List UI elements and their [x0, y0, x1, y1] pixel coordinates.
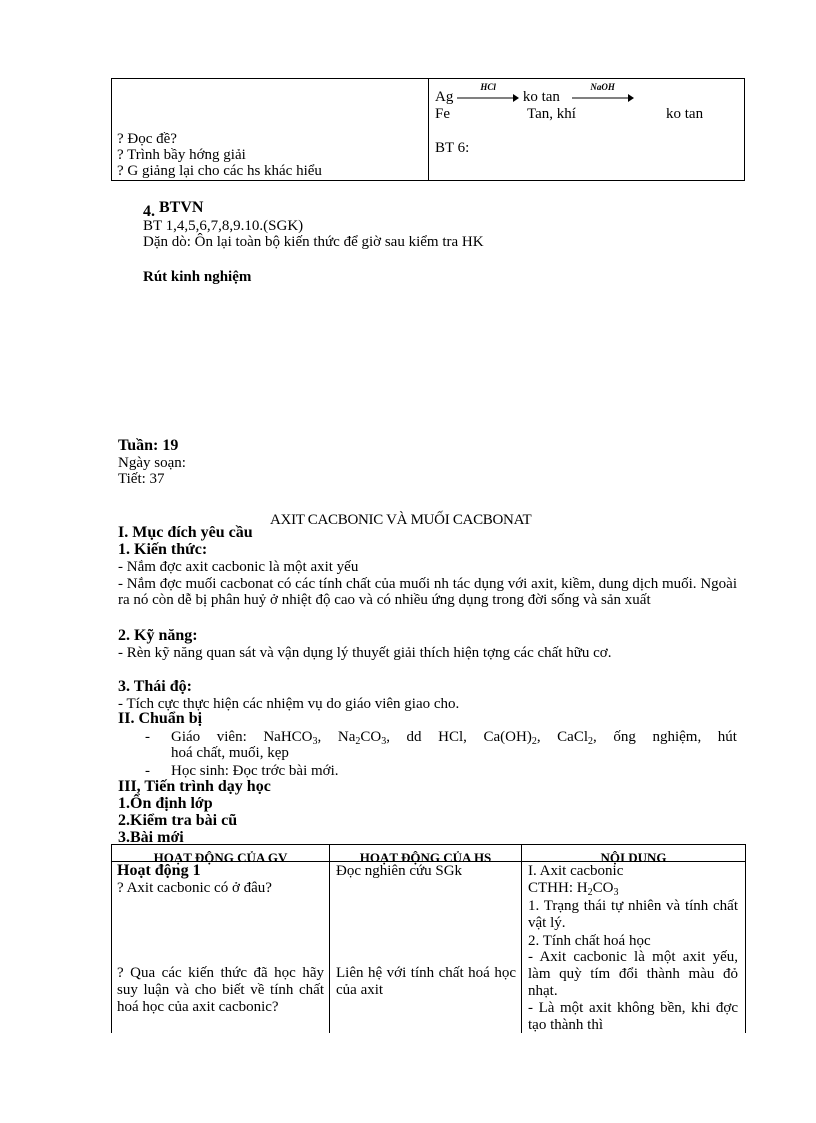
question-line: ? G giảng lại cho các hs khác hiểu [117, 163, 322, 179]
question-line: ? Đọc đề? [117, 131, 177, 147]
kiem-tra-heading: 2.Kiểm tra bài cũ [118, 812, 238, 829]
giao-vien-line1: Giáo viên: NaHCO$_3$, $Na_2CO_3$, dd HCl, $Ca(OH)_2$, CaCl$_2$, ống nghiệm, hút [171, 729, 737, 747]
top-table-right-cell [429, 79, 745, 181]
btvn-line2: Dặn dò: Ôn lại toàn bộ kiến thức để giờ sau kiểm tra HK [143, 234, 484, 250]
header-hs: HOẠT ĐỘNG CỦA HS [359, 850, 492, 865]
hoc-sinh-item: Học sinh: Đọc trớc bài mới. [171, 763, 339, 779]
hoat-dong-1: Hoạt động 1 [117, 862, 201, 879]
top-left-text [117, 131, 322, 179]
top-table [111, 78, 745, 181]
nd-line-5: - Axit cacbonic là một axit yếu, làm quỳ tím đổi thành màu đỏ nhạt. [528, 949, 738, 999]
hcl-label: HCl [480, 81, 496, 92]
nd-cthh: CTHH: $H_2CO_3$ [528, 880, 619, 898]
top-table-left-cell [112, 79, 429, 181]
gv-question-1: ? Axit cacbonic có ở đâu? [117, 880, 272, 896]
fe-label: Fe [435, 106, 450, 122]
bullet-dash: - [145, 763, 150, 779]
kien-thuc-2: - Nắm đợc muối cacbonat có các tính chất của muối nh tác dụng với axit, kiềm, dung dịch muối. Ngoài ra nó còn dễ bị phân huỷ ở nhiệt độ cao và có nhiều ứng dụng trong đời sống và sản xuất [118, 576, 737, 608]
nd-line-6: - Là một axit không bền, khi đợc tạo thành thì [528, 1000, 738, 1033]
ngay-soan-label: Ngày soạn: [118, 455, 186, 471]
tien-trinh-heading: III, Tiến trình dạy học [118, 778, 271, 795]
hs-answer-1: Đọc nghiên cứu SGk [336, 863, 463, 879]
nd-line-4: 2. Tính chất hoá học [528, 933, 651, 949]
on-dinh-heading: 1.Ổn định lớp [118, 795, 213, 812]
bai-moi-heading: 3.Bài mới [118, 829, 184, 846]
kien-thuc-heading: 1. Kiến thức: [118, 541, 208, 558]
btvn-title: BTVN [159, 199, 204, 216]
ky-nang-1: - Rèn kỹ năng quan sát và vận dụng lý thuyết giải thích hiện tợng các chất hữu cơ. [118, 645, 612, 661]
tan-khi-label: Tan, khí [527, 106, 576, 122]
hs-answer-2: Liên hệ với tính chất hoá học của axit [336, 965, 516, 998]
ky-nang-heading: 2. Kỹ năng: [118, 627, 198, 644]
ko-tan-label: ko tan [522, 89, 560, 105]
kien-thuc-1: - Nắm đợc axit cacbonic là một axit yếu [118, 559, 359, 575]
btvn-line1: BT 1,4,5,6,7,8,9.10.(SGK) [143, 218, 304, 234]
tiet-label: Tiết: 37 [118, 471, 165, 487]
main-table [111, 844, 746, 1033]
ag-label: Ag [435, 89, 454, 105]
tuan-label: Tuần: 19 [118, 437, 179, 454]
column-divider [521, 845, 522, 1033]
thai-do-1: - Tích cực thực hiện các nhiệm vụ do giáo viên giao cho. [118, 696, 460, 712]
ko-tan-label-2: ko tan [666, 106, 704, 122]
btvn-heading [143, 199, 204, 220]
arrow-right-icon [457, 94, 519, 102]
nd-line-3: 1. Trạng thái tự nhiên và tính chất vật lý. [528, 898, 738, 931]
rut-kinh-nghiem: Rút kinh nghiệm [143, 269, 252, 285]
nd-line-1: I. Axit cacbonic [528, 863, 624, 879]
column-divider [329, 845, 330, 1033]
thai-do-heading: 3. Thái độ: [118, 678, 192, 695]
muc-dich-heading: I. Mục đích yêu cầu [118, 524, 253, 541]
giao-vien-item [171, 729, 737, 761]
lesson-title: AXIT CACBONIC VÀ MUỐI CACBONAT [270, 512, 532, 528]
header-gv: HOẠT ĐỘNG CỦA GV [153, 850, 288, 865]
header-nd: NỘI DUNG [600, 850, 667, 865]
bullet-dash: - [145, 729, 150, 745]
naoh-label: NaOH [590, 81, 615, 92]
reaction-scheme [435, 81, 634, 105]
bt6-label: BT 6: [435, 140, 470, 156]
hcl-arrow [457, 81, 519, 104]
gv-question-2: ? Qua các kiến thức đã học hãy suy luận và cho biết về tính chất hoá học của axit cacbonic? [117, 965, 324, 1015]
btvn-number: 4. [143, 203, 155, 220]
naoh-arrow [572, 81, 634, 104]
question-line: ? Trình bầy hớng giải [117, 147, 246, 163]
arrow-right-icon [572, 94, 634, 102]
giao-vien-line2: hoá chất, muối, kẹp [171, 745, 289, 761]
chuan-bi-heading: II. Chuẩn bị [118, 710, 203, 727]
